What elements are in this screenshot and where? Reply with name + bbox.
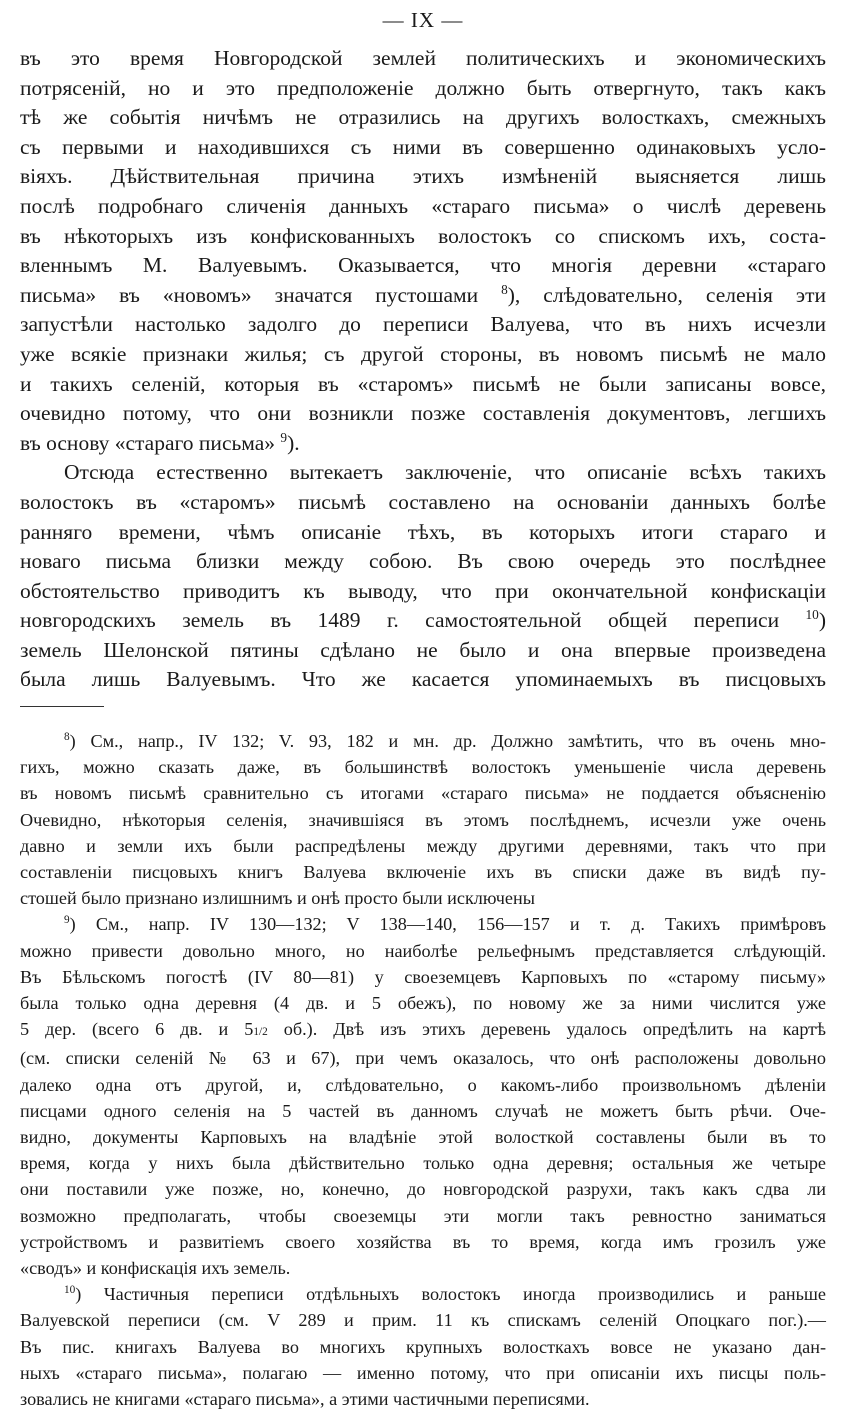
text-line: уже всякіе признаки жилья; съ другой стороны, въ новомъ письмѣ не мало bbox=[20, 341, 826, 366]
text-segment: ). bbox=[287, 430, 300, 455]
text-line: волостокъ въ «старомъ» письмѣ составлено на основаніи данныхъ болѣе bbox=[20, 489, 826, 514]
text-segment: 5 дер. (всего 6 дв. и 5 bbox=[20, 1019, 254, 1040]
footnote-separator bbox=[20, 706, 104, 707]
footnote-line bbox=[20, 728, 826, 754]
footnote-line: они поставили уже позже, но, конечно, до новгородской разрухи, такъ какъ сдва ли bbox=[20, 1179, 826, 1200]
footnote-line: Валуевской переписи (см. V 289 и прим. 11 къ спискамъ селеній Опоцкаго пог.).— bbox=[20, 1310, 826, 1331]
footnote-ref-9[interactable]: 9 bbox=[280, 429, 288, 445]
text-line: тѣ же событія ничѣмъ не отразились на другихъ волосткахъ, смежныхъ bbox=[20, 105, 826, 130]
footnote-9 bbox=[20, 911, 826, 1281]
text-segment: ), слѣдовательно, селенія эти bbox=[507, 282, 826, 307]
footnote-line: Въ пис. книгахъ Валуева во многихъ крупныхъ волосткахъ вовсе не указано дан- bbox=[20, 1336, 826, 1357]
text-line: и такихъ селеній, которыя въ «старомъ» письмѣ не были записаны вовсе, bbox=[20, 371, 826, 396]
footnote-marker: 10 bbox=[64, 1284, 76, 1297]
text-line: вленнымъ М. Валуевымъ. Оказывается, что многія деревни «стараго bbox=[20, 253, 826, 278]
text-line bbox=[20, 281, 826, 311]
footnote-line: стошей было признано излишнимъ и онѣ просто были исключены bbox=[20, 888, 535, 909]
footnote-line: ныхъ «стараго письма», полагаю — именно потому, что при описаніи ихъ писцы поль- bbox=[20, 1362, 826, 1383]
footnote-line bbox=[20, 1016, 826, 1045]
footnote-line: далеко одна отъ другой, и, слѣдовательно, о какомъ-либо произвольномъ дѣленіи bbox=[20, 1074, 826, 1095]
text-line bbox=[20, 606, 826, 636]
footnote-line: видно, документы Карповыхъ на владѣніе этой волосткой составлены были въ то bbox=[20, 1127, 826, 1148]
footnote-line: «сводъ» и конфискація ихъ земель. bbox=[20, 1258, 291, 1279]
footnote-line: Въ Бѣльскомъ погостѣ (IV 80—81) у своеземцевъ Карповыхъ по «старому письму» bbox=[20, 966, 826, 987]
footnote-marker: 8 bbox=[64, 730, 70, 743]
text-line: въ нѣкоторыхъ изъ конфискованныхъ волостокъ со спискомъ ихъ, соста- bbox=[20, 223, 826, 248]
footnote-line: зовались не книгами «стараго письма», а этими частичными переписями. bbox=[20, 1389, 590, 1410]
footnote-line: Очевидно, нѣкоторыя селенія, значившіяся въ этомъ послѣднемъ, исчезли уже очень bbox=[20, 809, 826, 830]
text-line: очевидно потому, что они возникли позже составленія документовъ, легшихъ bbox=[20, 401, 826, 426]
text-segment: ) См., напр., IV 132; V. 93, 182 и мн. др. Должно замѣтить, что въ очень мно- bbox=[69, 731, 826, 751]
footnote-line bbox=[20, 1281, 826, 1307]
text-line: послѣ подробнаго сличенія данныхъ «стараго письма» о числѣ деревень bbox=[20, 193, 826, 218]
footnote-line: устройствомъ и развитіемъ своего хозяйства въ то время, когда имъ грозилъ уже bbox=[20, 1231, 826, 1252]
text-line bbox=[20, 429, 826, 459]
footnote-10 bbox=[20, 1281, 826, 1412]
text-line: въ это время Новгородской землей политическихъ и экономическихъ bbox=[20, 46, 826, 70]
text-segment: письма» въ «новомъ» значатся пустошами bbox=[20, 282, 479, 307]
footnote-line: (см. списки селеній № 63 и 67), при чемъ оказалось, что онѣ расположены довольно bbox=[20, 1048, 826, 1069]
text-segment: об.). Двѣ изъ этихъ деревень удалось опредѣлить на картѣ bbox=[267, 1019, 826, 1040]
text-line: потрясеній, но и это предположеніе должно быть отвергнуто, такъ какъ bbox=[20, 75, 826, 100]
text-segment: ) Частичныя переписи отдѣльныхъ волостокъ иногда производились и раньше bbox=[75, 1284, 826, 1305]
footnote-line: писцами одного селенія на 5 частей въ данномъ случаѣ не можетъ быть рѣчи. Оче- bbox=[20, 1100, 826, 1121]
paragraph-1 bbox=[20, 44, 826, 458]
text-line: обстоятельство приводитъ къ выводу, что при окончательной конфискаціи bbox=[20, 578, 826, 603]
text-line: ранняго времени, чѣмъ описаніе тѣхъ, въ которыхъ итоги стараго и bbox=[20, 519, 826, 544]
fraction: 1/2 bbox=[253, 1026, 268, 1039]
text-segment: ) См., напр. IV 130—132; V 138—140, 156—157 и т. д. Такихъ примѣровъ bbox=[69, 914, 826, 935]
footnote-marker: 9 bbox=[64, 914, 70, 927]
text-line: съ первыми и находившихся съ ними въ совершенно одинаковыхъ усло- bbox=[20, 134, 826, 159]
text-line: земель Шелонской пятины сдѣлано не было и она впервые произведена bbox=[20, 637, 826, 662]
footnote-line: давно и земли ихъ были распредѣлены между другими деревнями, такъ что при bbox=[20, 835, 826, 856]
footnote-line: можно привести довольно много, но наиболѣе рельефнымъ представляется слѣдующій. bbox=[20, 940, 826, 961]
text-segment: новгородскихъ земель въ 1489 г. самостоятельной общей переписи bbox=[20, 608, 780, 633]
footnote-ref-8[interactable]: 8 bbox=[501, 281, 508, 297]
text-line: новаго письма близки между собою. Въ свою очередь это послѣднее bbox=[20, 549, 826, 574]
text-segment: ) bbox=[818, 608, 827, 633]
text-line: запустѣли настолько задолго до переписи Валуева, что въ нихъ исчезли bbox=[20, 312, 826, 337]
footnote-line: гихъ, можно сказать даже, въ большинствѣ волостокъ уменьшеніе числа деревень bbox=[20, 757, 826, 778]
footnote-line: въ новомъ письмѣ сравнительно съ итогами «стараго письма» не поддается объясненію bbox=[20, 783, 826, 804]
footnotes bbox=[20, 728, 826, 1412]
footnote-line: была только одна деревня (4 дв. и 5 обежъ), по новому же за ними числится уже bbox=[20, 993, 826, 1014]
footnote-line bbox=[20, 911, 826, 937]
main-text bbox=[20, 44, 826, 695]
footnote-ref-10[interactable]: 10 bbox=[805, 607, 819, 623]
page-number: — IX — bbox=[382, 8, 464, 32]
text-line: віяхъ. Дѣйствительная причина этихъ измѣненій выясняется лишь bbox=[20, 164, 826, 189]
footnote-line: возможно предполагать, чтобы своеземцы эти могли такъ ревностно заниматься bbox=[20, 1205, 826, 1226]
paragraph-2 bbox=[20, 458, 826, 695]
footnote-line: составленіи писцовыхъ книгъ Валуева включеніе ихъ въ списки даже въ видѣ пу- bbox=[20, 862, 826, 883]
text-line: была лишь Валуевымъ. Что же касается упоминаемыхъ въ писцовыхъ bbox=[20, 667, 826, 692]
footnote-line: время, когда у нихъ была дѣйствительно только одна деревня; остальныя же четыре bbox=[20, 1153, 826, 1174]
footnote-8 bbox=[20, 728, 826, 911]
text-segment: въ основу «стараго письма» bbox=[20, 430, 276, 455]
text-line: Отсюда естественно вытекаетъ заключеніе, что описаніе всѣхъ такихъ bbox=[64, 460, 826, 485]
